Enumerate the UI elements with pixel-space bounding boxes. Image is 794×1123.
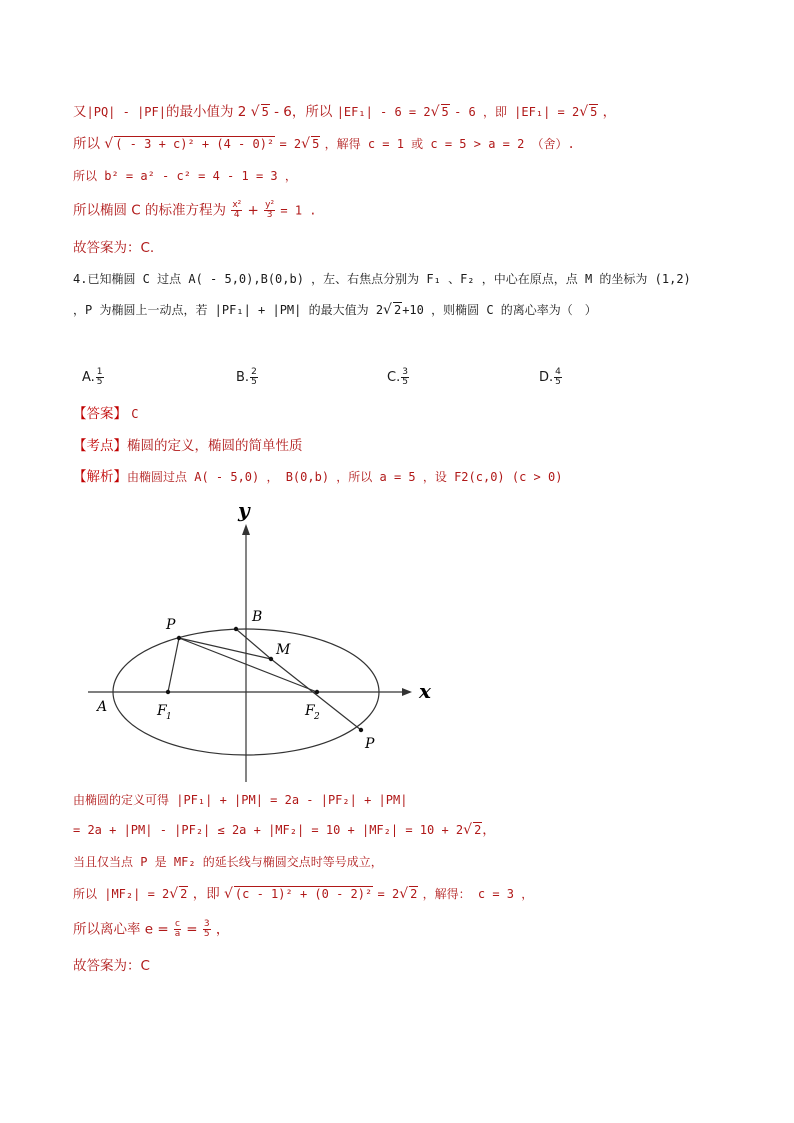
radicand: 5 (261, 105, 269, 119)
numerator: 1 (96, 367, 103, 377)
solution-text: = 2a + |PM| - |PF₂| ≤ 2a + |MF₂| = 10 + |MF₂| = 10 + 2 (73, 823, 464, 837)
label-p-top: P (166, 617, 176, 633)
analysis-value: 由椭圆过点 A( - 5,0) ， B(0,b) ，所以 a = 5 ，设 F2(c,0) (c > 0) (127, 470, 563, 484)
point-tag: 【考点】 (73, 438, 127, 454)
label-b: B (252, 609, 263, 625)
radicand: 5 (312, 137, 320, 151)
fraction (554, 368, 562, 387)
radical-sign: √ (430, 104, 440, 120)
prev-line-1 (73, 103, 616, 121)
text: 所以椭圆 C 的标准方程为 (73, 202, 227, 219)
radical-sign: √ (383, 302, 392, 318)
question-line-2 (73, 301, 597, 319)
solution-line-4 (73, 885, 533, 903)
fraction (174, 920, 181, 939)
answer-line (73, 405, 139, 423)
question-line-1 (73, 270, 691, 288)
prev-line-3 (73, 167, 297, 185)
option-a (82, 368, 105, 387)
text: = (186, 921, 198, 938)
prev-line-5: 故答案为：C. (73, 240, 155, 256)
solution-text: 所以离心率 e = (73, 921, 169, 938)
numerator: 3 (402, 367, 408, 377)
denominator: 5 (555, 377, 561, 387)
solution-text: ，解得： c = 3 ， (422, 887, 534, 901)
numerator: y² (265, 200, 275, 210)
x-axis-arrow-icon (402, 688, 412, 696)
option-label: B. (236, 370, 250, 385)
label-a: A (97, 699, 108, 715)
point-m (269, 657, 273, 661)
expr: |PQ| - |PF| (86, 105, 166, 119)
text: ， (482, 822, 496, 838)
text: ， (602, 104, 617, 120)
radicand: 5 (590, 105, 598, 119)
radical-sign: √ (104, 136, 114, 152)
point-b (234, 627, 238, 631)
denominator: 4 (233, 210, 240, 220)
solution-text: 由椭圆的定义可得 |PF₁| + |PM| = 2a - |PF₂| + |PM| (73, 793, 408, 807)
point-line (73, 437, 303, 455)
text: 又 (73, 104, 87, 120)
fraction (401, 368, 409, 387)
solution-text: = 2 (377, 887, 400, 901)
numerator: 3 (203, 919, 210, 929)
label-f2: F (305, 703, 315, 719)
option-label: A. (82, 370, 95, 385)
radical-sign: √ (169, 886, 179, 902)
y-axis-label: y (238, 498, 250, 522)
fraction (96, 368, 104, 387)
fraction (203, 920, 211, 939)
fraction (250, 368, 258, 387)
radicand: 2 (393, 303, 402, 317)
prev-line-4 (73, 201, 317, 220)
option-label: C. (387, 370, 401, 385)
radical-sign: √ (250, 104, 260, 120)
point-p-bottom (359, 728, 363, 732)
solution-line-6: 故答案为：C (73, 958, 150, 974)
prev-line-2 (73, 135, 575, 153)
point-f1 (166, 690, 170, 694)
expr: - 6 ，即 |EF₁| = 2 (454, 105, 580, 119)
point-value: 椭圆的定义，椭圆的简单性质 (127, 438, 303, 454)
answer-value: C (131, 407, 139, 421)
text: + (247, 202, 259, 219)
solution-line-2 (73, 821, 496, 839)
text: 的最小值为 2 (165, 104, 247, 120)
text: ，即 (192, 886, 220, 902)
denominator: a (174, 929, 181, 939)
expr: 所以 b² = a² - c² = 4 - 1 = 3 ， (73, 169, 297, 183)
numerator: x² (232, 200, 242, 210)
ellipse-figure (80, 496, 440, 788)
text: - 6，所以 (274, 104, 333, 120)
denominator: 5 (251, 377, 257, 387)
expr: |EF₁| - 6 = 2 (336, 105, 431, 119)
analysis-line (73, 468, 562, 486)
option-label: D. (539, 370, 554, 385)
radical-sign: √ (579, 104, 589, 120)
expr: = 1 . (280, 203, 317, 218)
option-d (539, 368, 563, 387)
label-f2-sub: 2 (314, 712, 320, 722)
radical-sign: √ (463, 822, 473, 838)
solution-line-3 (73, 853, 383, 871)
denominator: 5 (203, 929, 210, 939)
question-text: +10 ，则椭圆 C 的离心率为（ ） (402, 303, 597, 317)
radical-sign: √ (301, 136, 311, 152)
solution-text: 当且仅当点 P 是 MF₂ 的延长线与椭圆交点时等号成立， (73, 855, 383, 869)
y-axis-arrow-icon (242, 524, 250, 535)
solution-line-1 (73, 791, 407, 809)
fraction (231, 201, 242, 220)
text: 所以 (73, 136, 100, 152)
text: ， (215, 921, 230, 938)
expr: ，解得 c = 1 或 c = 5 > a = 2 （舍）. (324, 137, 575, 151)
point-p-top (177, 636, 181, 640)
numerator: c (175, 919, 180, 929)
radicand: 2 (180, 887, 188, 901)
point-f2 (315, 690, 319, 694)
radical-sign: √ (399, 886, 409, 902)
solution-line-5 (73, 920, 229, 939)
label-f1-sub: 1 (166, 712, 172, 722)
radicand: 2 (410, 887, 418, 901)
option-b (236, 368, 259, 387)
label-f1: F (157, 703, 167, 719)
numerator: 2 (251, 367, 257, 377)
radicand: ( - 3 + c)² + (4 - 0)² (115, 137, 275, 151)
denominator: 5 (96, 377, 103, 387)
segment-pf2 (179, 638, 317, 692)
radical-sign: √ (224, 886, 233, 902)
analysis-tag: 【解析】 (73, 469, 127, 485)
label-m: M (276, 642, 291, 658)
option-c (387, 368, 410, 387)
segment-pf1 (168, 638, 179, 692)
radicand: (c - 1)² + (0 - 2)² (234, 887, 373, 901)
expr: = 2 (279, 137, 302, 151)
answer-tag: 【答案】 (73, 406, 127, 422)
denominator: 5 (402, 377, 408, 387)
radicand: 2 (474, 823, 482, 837)
label-p-bottom: P (365, 736, 375, 752)
radicand: 5 (441, 105, 449, 119)
numerator: 4 (555, 367, 561, 377)
x-axis-label: x (419, 679, 431, 703)
denominator: 3 (266, 210, 273, 220)
fraction (264, 201, 275, 220)
question-text: 4.已知椭圆 C 过点 A( - 5,0),B(0,b) ，左、右焦点分别为 F₁ 、F₂ ，中心在原点，点 M 的坐标为 (1,2) (73, 272, 691, 286)
question-text: ，P 为椭圆上一动点，若 |PF₁| + |PM| 的最大值为 2 (73, 303, 384, 317)
solution-text: 所以 |MF₂| = 2 (73, 887, 170, 901)
